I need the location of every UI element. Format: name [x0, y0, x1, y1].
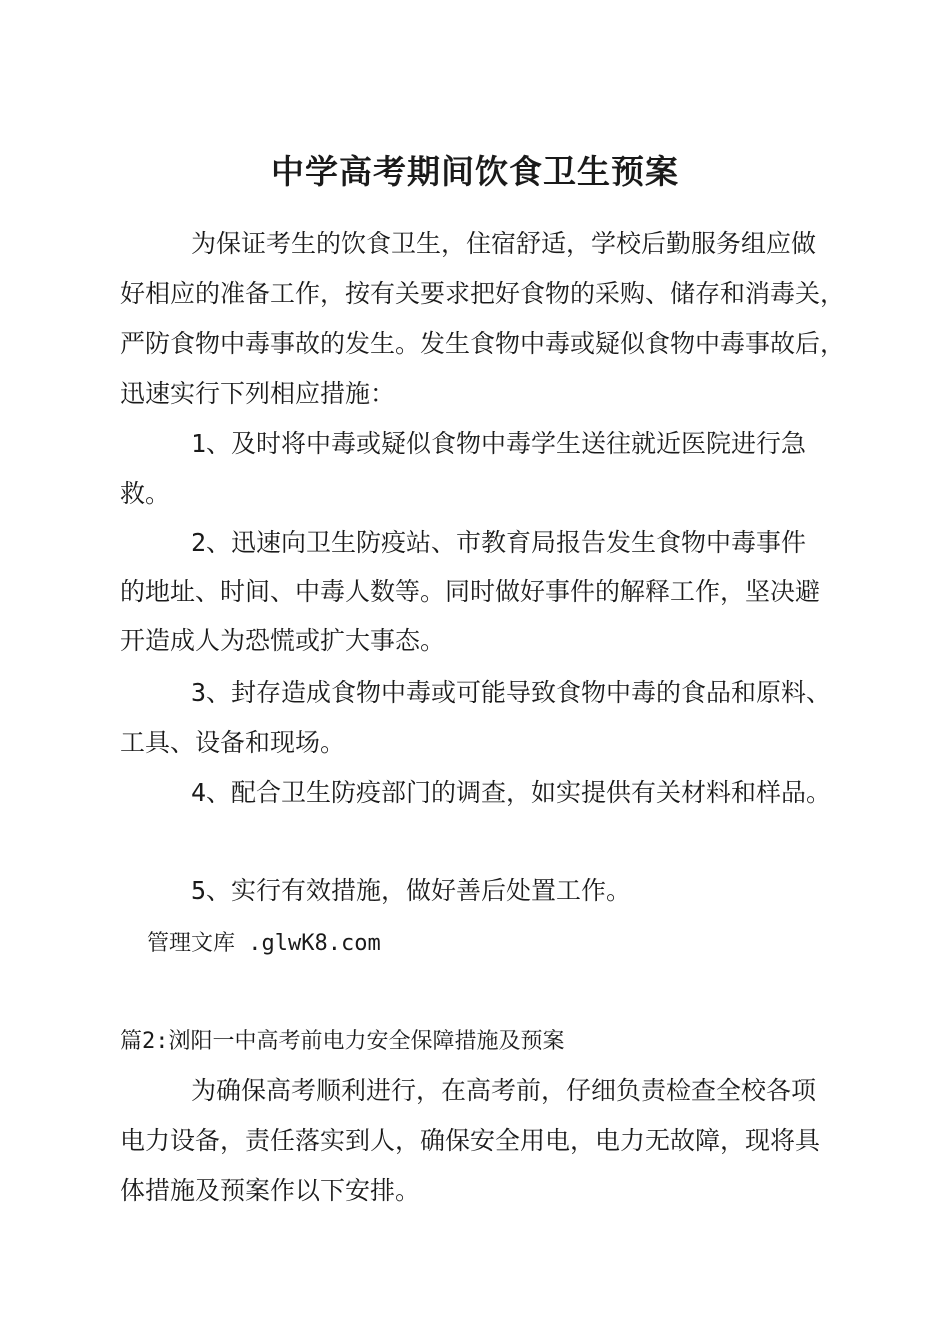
section-2-line-2: 电力设备，责任落实到人，确保安全用电，电力无故障，现将具	[120, 1126, 821, 1155]
intro-line-3: 严防食物中毒事故的发生。发生食物中毒或疑似食物中毒事故后，	[120, 329, 846, 358]
item-2-line-2: 的地址、时间、中毒人数等。同时做好事件的解释工作，坚决避	[120, 577, 821, 606]
item-3-line-2: 工具、设备和现场。	[120, 728, 346, 757]
item-5-line-1: 5、实行有效措施，做好善后处置工作。	[191, 876, 632, 905]
section-2-line-1: 为确保高考顺利进行，在高考前，仔细负责检查全校各项	[191, 1076, 817, 1105]
section-2-heading: 篇2:浏阳一中高考前电力安全保障措施及预案	[120, 1029, 565, 1054]
section-2-line-3: 体措施及预案作以下安排。	[120, 1176, 421, 1205]
item-1-line-1: 1、及时将中毒或疑似食物中毒学生送往就近医院进行急	[191, 429, 807, 458]
intro-line-1: 为保证考生的饮食卫生，住宿舒适，学校后勤服务组应做	[191, 229, 817, 258]
intro-line-4: 迅速实行下列相应措施：	[120, 379, 396, 408]
source-line: 管理文库 .glwK8.com	[147, 931, 381, 956]
item-1-line-2: 救。	[120, 479, 171, 508]
item-2-line-1: 2、迅速向卫生防疫站、市教育局报告发生食物中毒事件	[191, 528, 807, 557]
document-title: 中学高考期间饮食卫生预案	[271, 152, 679, 191]
item-2-line-3: 开造成人为恐慌或扩大事态。	[120, 626, 446, 655]
intro-line-2: 好相应的准备工作，按有关要求把好食物的采购、储存和消毒关，	[120, 279, 846, 308]
item-3-line-1: 3、封存造成食物中毒或可能导致食物中毒的食品和原料、	[191, 678, 832, 707]
item-4-line-1: 4、配合卫生防疫部门的调查，如实提供有关材料和样品。	[191, 778, 832, 807]
